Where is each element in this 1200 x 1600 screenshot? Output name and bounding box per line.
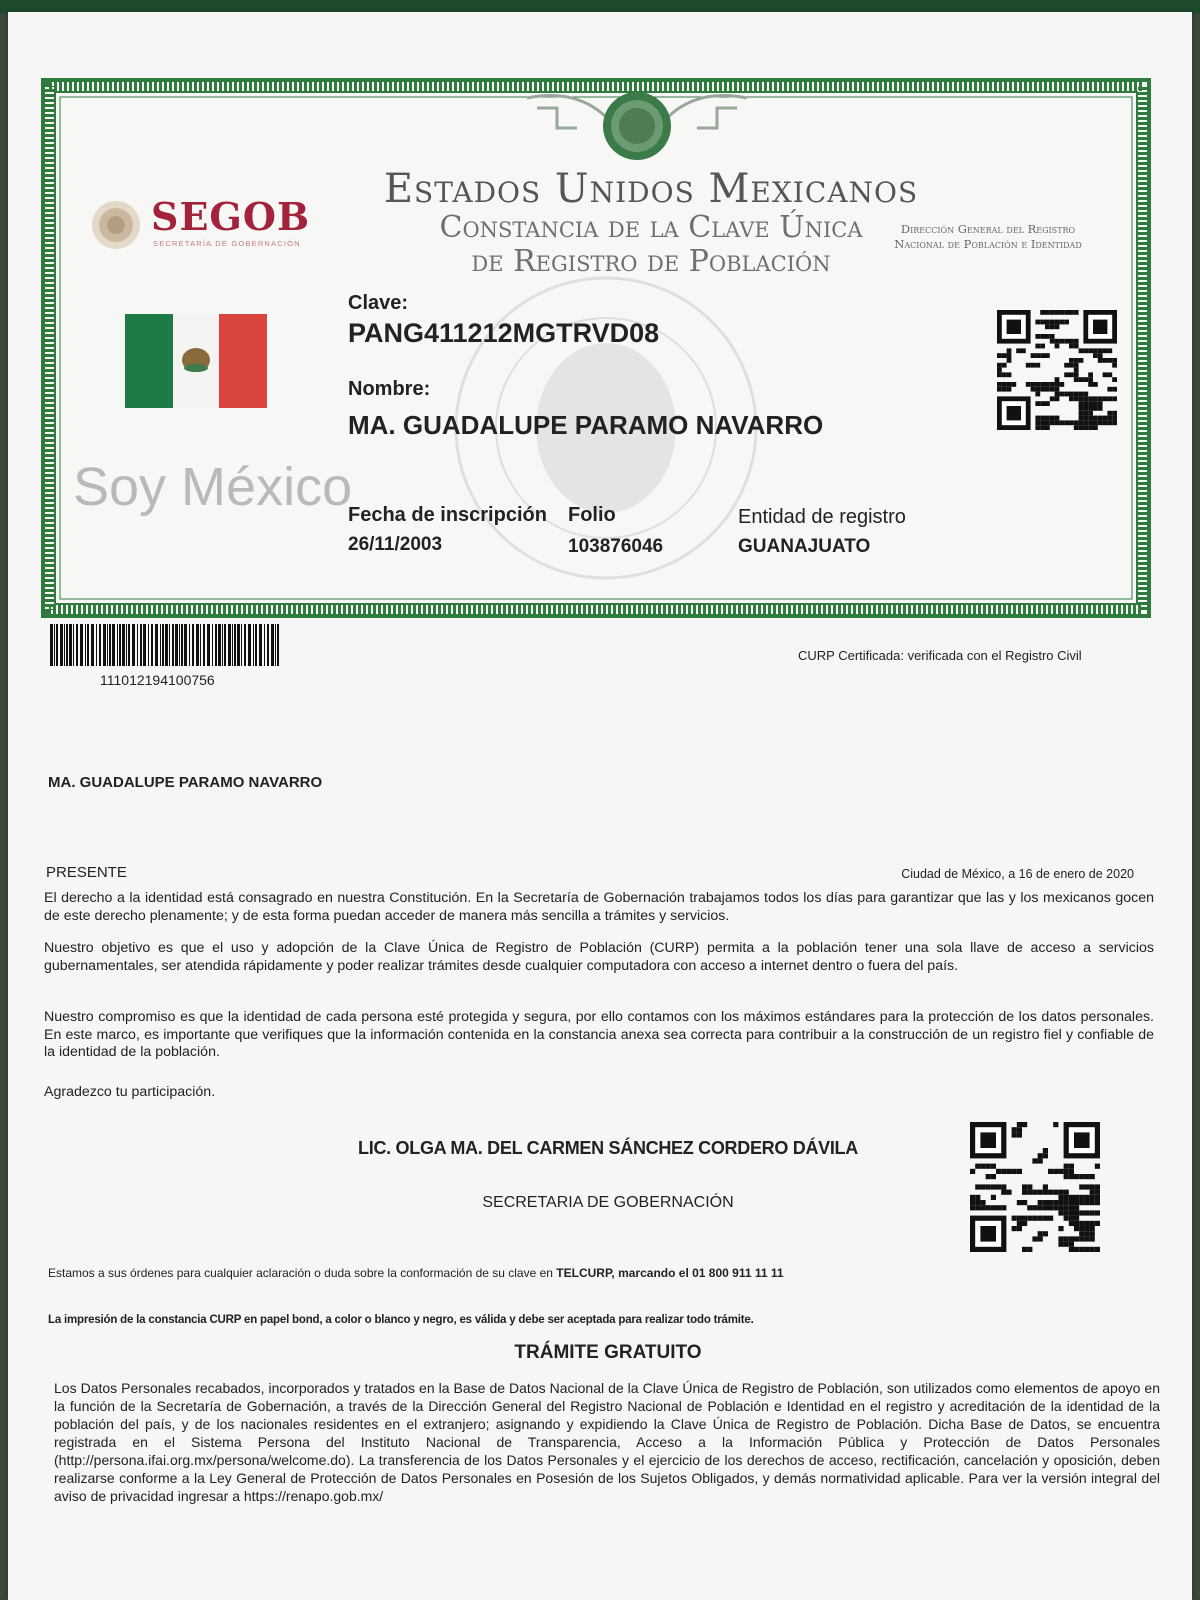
telcurp-contact xyxy=(48,1266,784,1280)
signer-title: SECRETARIA DE GOBERNACIÓN xyxy=(482,1194,734,1211)
contact-text: Estamos a sus órdenes para cualquier aclaración o duda sobre la conformación de su clave en xyxy=(48,1266,557,1280)
qr-code-signature-icon xyxy=(970,1122,1100,1252)
direccion-general: Dirección General del Registro Nacional de Población e Identidad xyxy=(894,222,1082,251)
fecha-label: Fecha de inscripción xyxy=(348,504,547,526)
barcode-number: 111012194100756 xyxy=(100,672,215,688)
letter-paragraph-4: Agradezco tu participación. xyxy=(44,1084,216,1100)
national-seal-icon xyxy=(517,88,757,166)
qr-code-icon xyxy=(997,310,1117,430)
bond-paper-notice: La impresión de la constancia CURP en papel bond, a color o blanco y negro, es válida y debe ser aceptada para realizar todo trámite. xyxy=(48,1314,754,1326)
tramite-gratuito: TRÁMITE GRATUITO xyxy=(514,1342,702,1363)
fecha-value: 26/11/2003 xyxy=(348,534,443,555)
soy-mexico-slogan: Soy México xyxy=(73,457,353,517)
city-date: Ciudad de México, a 16 de enero de 2020 xyxy=(901,867,1134,881)
clave-label: Clave: xyxy=(348,292,409,314)
barcode-icon xyxy=(50,624,280,666)
folio-value: 103876046 xyxy=(568,536,664,557)
clave-value: PANG411212MGTRVD08 xyxy=(348,318,660,348)
privacy-notice: Los Datos Personales recabados, incorporados y tratados en la Base de Datos Nacional de la Clave Única de Registro de Población, son utilizados como elementos de apoyo en la función de la Secretaría de Gobernación, a través de la Dirección General del Registro Nacional de Población e Identidad en el registro y acreditación de la identidad de la población del país, y de los nacionales residentes en el extranjero; asignando y expidiendo la Clave Única de Registro de Población. Dicha Base de Datos, se encuentra registrada en el Sistema Persona del Instituto Nacional de Transparencia, Acceso a la Información Pública y Protección de Datos Personales (http://persona.ifai.org.mx/persona/welcome.do). La transferencia de los Datos Personales y el ejercicio de los derechos de acceso, rectificación, cancelación y oposición, deben realizarse conforme a la Ley General de Protección de Datos Personales en Posesión de los Sujetos Obligados, y demás normatividad aplicable. Para ver la versión integral del aviso de privacidad ingresar a https://renapo.gob.mx/ xyxy=(54,1380,1160,1504)
folio-label: Folio xyxy=(568,504,616,526)
curp-certificate xyxy=(41,78,1151,618)
segob-subtitle: SECRETARÍA DE GOBERNACIÓN xyxy=(153,239,301,248)
entidad-label: Entidad de registro xyxy=(738,506,906,528)
segob-wordmark: SEGOB xyxy=(151,194,311,239)
title-constancia: Constancia de la Clave Única xyxy=(439,210,863,245)
letter-paragraph-3: Nuestro compromiso es que la identidad de cada persona esté protegida y segura, por ello contamos con los máximos estándares para la protección de los datos personales. En este marco, es importante que verifiques que la información contenida en la constancia anexa sea correcta para contribuir a la construcción de un registro fiel y confiable de la identidad de la población. xyxy=(44,1009,1154,1060)
document-page xyxy=(8,12,1192,1600)
signer-name: LIC. OLGA MA. DEL CARMEN SÁNCHEZ CORDERO DÁVILA xyxy=(358,1138,858,1158)
curp-certificada-note: CURP Certificada: verificada con el Registro Civil xyxy=(798,648,1082,663)
mexican-flag-icon xyxy=(125,314,267,408)
addressee-name: MA. GUADALUPE PARAMO NAVARRO xyxy=(48,774,323,791)
presente-label: PRESENTE xyxy=(46,864,127,881)
nombre-label: Nombre: xyxy=(348,378,431,400)
segob-seal-icon xyxy=(86,198,146,253)
title-estados-unidos: Estados Unidos Mexicanos xyxy=(383,166,919,212)
letter-paragraph-1: El derecho a la identidad está consagrado en nuestra Constitución. En la Secretaría de Gobernación trabajamos todos los días para garantizar que las y los mexicanos gocen de este derecho plenamente; y de esta forma puedan acceder de manera más sencilla a trámites y servicios. xyxy=(44,890,1154,924)
letter-paragraph-2: Nuestro objetivo es que el uso y adopción de la Clave Única de Registro de Población (CURP) permita a la población tener una sola llave de acceso a servicios gubernamentales, ser atendida rápidamente y poder realizar trámites desde cualquier computadora con acceso a internet dentro o fuera del país. xyxy=(44,940,1154,974)
telcurp-phone: TELCURP, marcando el 01 800 911 11 11 xyxy=(556,1266,784,1280)
nombre-value: MA. GUADALUPE PARAMO NAVARRO xyxy=(348,410,824,440)
entidad-value: GUANAJUATO xyxy=(738,536,871,557)
title-registro: de Registro de Población xyxy=(471,244,831,279)
